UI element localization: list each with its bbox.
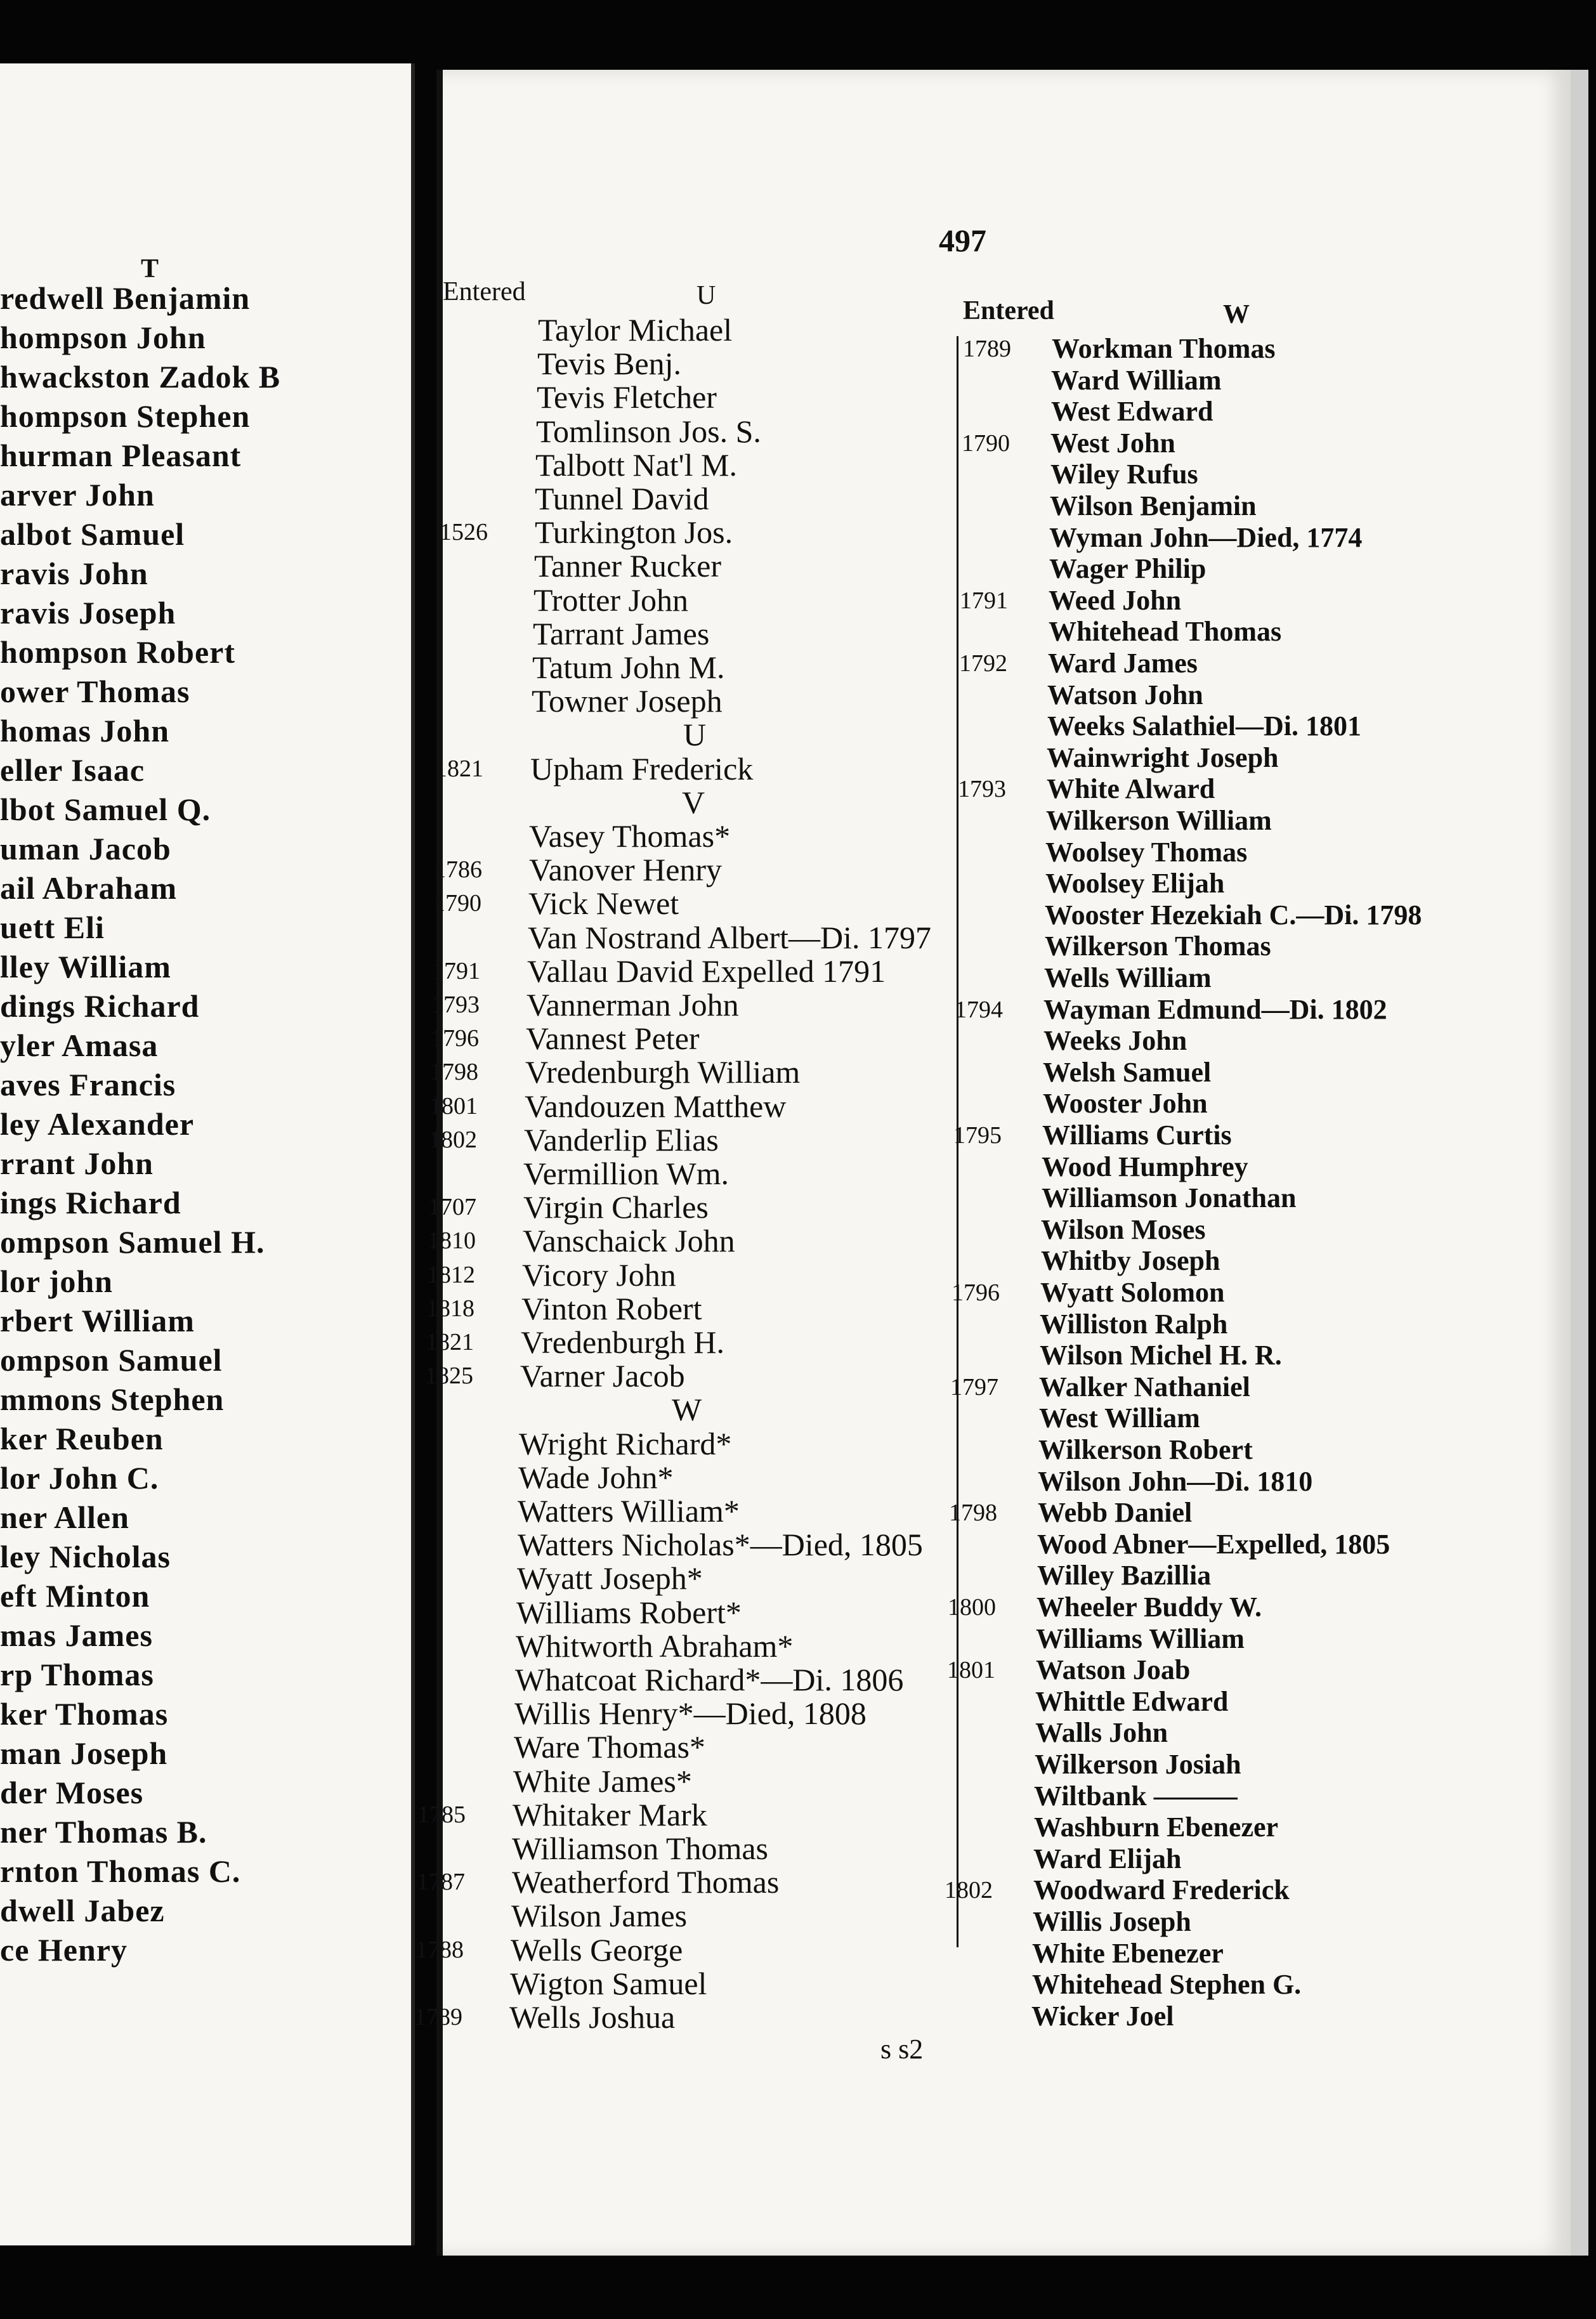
signature-mark: s s2: [880, 2034, 924, 2065]
entry-year: 1788: [415, 1936, 464, 1963]
entry-name: Wood Humphrey: [1042, 1151, 1248, 1182]
left-page-entry: lley William: [0, 949, 171, 984]
left-page-entry: mas James: [0, 1617, 153, 1653]
entry-name: Webb Daniel: [1038, 1497, 1193, 1529]
left-page-entry: hwackston Zadok B: [0, 359, 281, 395]
entry-year: 1792: [959, 650, 1007, 677]
entry-name: White James*: [513, 1763, 692, 1799]
entry-name: Wilkerson Thomas: [1045, 931, 1271, 962]
entry-name: Wilson Benjamin: [1050, 490, 1257, 521]
left-page-entry: eft Minton: [0, 1578, 150, 1614]
left-page-entry: ompson Samuel: [0, 1342, 223, 1378]
entry-name: Vanderlip Elias: [524, 1121, 719, 1158]
entry-name: West Edward: [1051, 396, 1213, 428]
entry-name: Vanschaick John: [523, 1223, 735, 1259]
entry-name: Van Nostrand Albert—Di. 1797: [528, 919, 932, 955]
entry-name: Taylor Michael: [538, 312, 733, 348]
left-page-entry: ravis Joseph: [0, 595, 176, 630]
entry-name: Trotter John: [533, 582, 689, 618]
entry-year: 1800: [948, 1594, 996, 1621]
left-page-entry: ker Thomas: [0, 1696, 169, 1732]
entry-name: Wyatt Solomon: [1040, 1277, 1225, 1308]
entry-name: Woodward Frederick: [1033, 1874, 1290, 1906]
left-page-entry: ley Nicholas: [0, 1539, 171, 1574]
left-page-entry: homas John: [0, 713, 170, 748]
left-page-entry: ley Alexander: [0, 1106, 195, 1142]
entry-name: Walls John: [1035, 1717, 1168, 1749]
left-page-entry: dwell Jabez: [0, 1893, 165, 1928]
entry-name: West John: [1050, 427, 1175, 459]
entry-name: Vicory John: [522, 1257, 676, 1293]
right-page: [414, 70, 1588, 2256]
entry-name: Williams Robert*: [516, 1594, 742, 1630]
entry-name: Watson John: [1047, 679, 1203, 710]
left-page-entry: mmons Stephen: [0, 1382, 225, 1417]
entry-name: Wiltbank ———: [1034, 1780, 1238, 1812]
entry-name: Workman Thomas: [1052, 333, 1276, 364]
section-heading: U: [683, 717, 707, 753]
entry-name: Vinton Robert: [521, 1290, 702, 1326]
left-page-entry: dings Richard: [0, 988, 200, 1024]
entry-name: Watson Joab: [1036, 1654, 1191, 1686]
left-section-letter: T: [141, 254, 159, 284]
left-page-entry: rrant John: [0, 1146, 154, 1181]
entry-name: Vredenburgh William: [525, 1054, 801, 1090]
entry-name: Wells William: [1044, 962, 1212, 993]
entry-name: Vallau David Expelled 1791: [527, 953, 886, 989]
entry-name: Tatum John M.: [532, 650, 725, 685]
entry-name: Wiley Rufus: [1050, 459, 1198, 490]
entry-name: Tunnel David: [535, 481, 709, 516]
entry-name: West William: [1039, 1402, 1200, 1434]
entry-name: Vermillion Wm.: [523, 1156, 729, 1191]
left-page-entry: arver John: [0, 477, 155, 513]
entry-name: Wooster John: [1043, 1088, 1208, 1120]
entry-name: Whittle Edward: [1035, 1685, 1229, 1717]
entry-name: Ware Thomas*: [514, 1729, 705, 1765]
entry-year: 1790: [433, 890, 481, 917]
entry-name: Vanover Henry: [529, 852, 723, 888]
entry-year: 1785: [417, 1801, 466, 1828]
entry-year: 1796: [431, 1025, 479, 1052]
entry-name: Wilson John—Di. 1810: [1038, 1465, 1313, 1497]
entry-name: Woolsey Thomas: [1045, 836, 1248, 868]
entry-name: Willey Bazillia: [1037, 1560, 1212, 1591]
left-page-entry: der Moses: [0, 1775, 144, 1810]
entry-name: Wilkerson Josiah: [1035, 1749, 1241, 1780]
left-page-entry: lbot Samuel Q.: [0, 792, 211, 827]
entry-name: Williamson Thomas: [512, 1831, 768, 1866]
left-column-letter-header: U: [697, 281, 716, 310]
left-page-entry: ings Richard: [0, 1185, 181, 1220]
left-page-entry: albot Samuel: [0, 516, 185, 552]
section-heading: W: [672, 1392, 702, 1428]
entry-name: Tarrant James: [533, 615, 710, 651]
entry-name: Varner Jacob: [520, 1358, 685, 1394]
entry-name: Weeks Salathiel—Di. 1801: [1047, 710, 1362, 742]
entry-year: 1791: [432, 957, 480, 984]
entry-name: Turkington Jos.: [535, 514, 733, 551]
entry-name: Wilson Moses: [1041, 1213, 1206, 1245]
entry-name: Wager Philip: [1049, 553, 1207, 585]
entry-name: Wilkerson Robert: [1038, 1434, 1253, 1465]
left-page-entry: uman Jacob: [0, 831, 171, 866]
entry-name: Vasey Thomas*: [529, 818, 731, 854]
left-page-entry: rnton Thomas C.: [0, 1853, 241, 1889]
left-page-entry: ker Reuben: [0, 1421, 164, 1456]
entry-year: 1791: [960, 587, 1008, 614]
entry-name: Ward James: [1048, 648, 1198, 679]
entry-name: Williams William: [1036, 1623, 1245, 1654]
left-page-entry: ce Henry: [0, 1932, 128, 1968]
entry-year: 1707: [428, 1194, 476, 1221]
entry-name: Williston Ralph: [1040, 1308, 1228, 1340]
entry-year: 1793: [431, 991, 480, 1018]
entry-name: Ward Elijah: [1033, 1843, 1182, 1874]
entry-name: Wilson Michel H. R.: [1040, 1340, 1282, 1371]
entry-name: Vannest Peter: [526, 1021, 700, 1057]
left-page-entry: ail Abraham: [0, 870, 178, 906]
entry-name: Welsh Samuel: [1043, 1056, 1212, 1088]
entry-name: Washburn Ebenezer: [1034, 1812, 1279, 1843]
entry-name: Tevis Fletcher: [537, 379, 717, 415]
entry-name: Wooster Hezekiah C.—Di. 1798: [1045, 899, 1422, 931]
entry-name: Wright Richard*: [519, 1425, 732, 1461]
left-page-entry: ompson Samuel H.: [0, 1224, 265, 1260]
right-column-letter-header: W: [1223, 300, 1250, 329]
entry-year: 1821: [426, 1329, 474, 1355]
entry-name: Towner Joseph: [532, 683, 723, 719]
entry-name: Wells Joshua: [509, 1999, 676, 2035]
entry-name: Wade John*: [518, 1459, 674, 1495]
section-heading: V: [682, 784, 705, 820]
entry-year: 1797: [950, 1373, 998, 1401]
entry-name: Tanner Rucker: [534, 548, 721, 584]
left-page-entry: lor john: [0, 1264, 113, 1299]
entry-year: 1818: [426, 1295, 474, 1322]
left-page-entry: rbert William: [0, 1303, 195, 1338]
entry-name: Wells George: [511, 1931, 683, 1968]
entry-name: Wicker Joel: [1031, 2000, 1174, 2032]
entry-name: Whitehead Thomas: [1049, 616, 1282, 648]
entry-year: 1801: [947, 1657, 995, 1684]
left-page-entry: man Joseph: [0, 1735, 168, 1771]
entry-name: Whitworth Abraham*: [516, 1628, 794, 1664]
left-page-entry: uett Eli: [0, 910, 105, 945]
right-column-entered-header: Entered: [963, 296, 1054, 325]
entry-year: 1812: [427, 1261, 475, 1288]
entry-name: White Alward: [1047, 773, 1215, 805]
entry-year: 1821: [435, 755, 483, 782]
entry-name: Wilson James: [511, 1898, 688, 1934]
entry-name: Whatcoat Richard*—Di. 1806: [515, 1662, 904, 1697]
entry-name: Watters William*: [518, 1493, 740, 1529]
entry-name: Vannerman John: [527, 987, 739, 1022]
entry-name: Wyatt Joseph*: [517, 1560, 703, 1597]
entry-year: 1825: [425, 1362, 473, 1390]
entry-name: Williamson Jonathan: [1042, 1182, 1297, 1214]
entry-name: Weeks John: [1043, 1025, 1187, 1057]
left-page-entry: rp Thomas: [0, 1657, 154, 1692]
left-page-entry: hompson Stephen: [0, 398, 251, 434]
entry-year: 1796: [952, 1279, 1000, 1306]
entry-year: 1801: [429, 1092, 478, 1120]
entry-name: Tevis Benj.: [537, 346, 682, 382]
left-page-entry: lor John C.: [0, 1460, 159, 1496]
entry-name: Whitehead Stephen G.: [1032, 1969, 1302, 2001]
entry-year: 1802: [945, 1877, 993, 1904]
entry-name: Ward William: [1051, 364, 1222, 396]
entry-name: Wyman John—Died, 1774: [1049, 521, 1363, 553]
entry-year: 1810: [428, 1227, 476, 1255]
entry-name: Vick Newet: [528, 885, 679, 922]
entry-name: Williams Curtis: [1042, 1120, 1232, 1151]
entry-year: 1786: [434, 856, 482, 884]
entry-year: 1795: [953, 1122, 1002, 1149]
entry-name: Woolsey Elijah: [1045, 868, 1225, 899]
entry-year: 1798: [430, 1059, 478, 1086]
left-page-entry: hompson John: [0, 320, 206, 355]
entry-year: 1789: [414, 2004, 462, 2030]
left-page-entry: yler Amasa: [0, 1028, 159, 1063]
entry-name: Wainwright Joseph: [1047, 741, 1279, 773]
entry-name: Wigton Samuel: [510, 1965, 707, 2001]
entry-name: Vredenburgh H.: [521, 1324, 724, 1360]
entry-name: Willis Henry*—Died, 1808: [514, 1695, 867, 1732]
left-page: [0, 63, 415, 2245]
left-page-entry: ner Thomas B.: [0, 1814, 207, 1850]
left-page-entry: hurman Pleasant: [0, 438, 242, 473]
left-page-entry: eller Isaac: [0, 752, 145, 788]
entry-name: Walker Nathaniel: [1039, 1371, 1250, 1402]
entry-name: Watters Nicholas*—Died, 1805: [518, 1527, 923, 1563]
entry-year: 1526: [440, 519, 488, 546]
entry-name: Wheeler Buddy W.: [1037, 1591, 1262, 1623]
entry-name: Whitaker Mark: [513, 1796, 707, 1832]
left-page-entry: aves Francis: [0, 1067, 176, 1102]
page-number: 497: [939, 223, 986, 258]
entry-name: Wood Abner—Expelled, 1805: [1037, 1528, 1390, 1560]
left-page-entry: hompson Robert: [0, 634, 235, 670]
entry-year: 1793: [958, 776, 1006, 803]
left-page-entry: redwell Benjamin: [0, 280, 251, 316]
entry-name: Tomlinson Jos. S.: [536, 413, 761, 449]
entry-name: Weatherford Thomas: [512, 1864, 780, 1900]
entry-year: 1789: [963, 336, 1011, 362]
left-page-entry: ower Thomas: [0, 674, 190, 709]
entry-year: 1787: [417, 1869, 465, 1896]
entry-name: Wayman Edmund—Di. 1802: [1043, 993, 1387, 1025]
left-page-entry: ner Allen: [0, 1499, 129, 1535]
left-column-entered-header: Entered: [443, 277, 526, 306]
entry-name: Whitby Joseph: [1041, 1245, 1220, 1277]
entry-name: Talbott Nat'l M.: [535, 447, 737, 483]
entry-year: 1798: [949, 1499, 997, 1527]
entry-year: 1790: [962, 429, 1010, 457]
entry-name: Willis Joseph: [1033, 1906, 1191, 1937]
entry-year: 1794: [955, 996, 1003, 1023]
entry-year: 1802: [429, 1126, 477, 1153]
entry-name: Vandouzen Matthew: [525, 1088, 787, 1124]
entry-name: Weed John: [1049, 584, 1182, 616]
entry-name: White Ebenezer: [1032, 1937, 1224, 1969]
entry-name: Wilkerson William: [1046, 805, 1272, 836]
entry-name: Upham Frederick: [530, 750, 754, 787]
entry-name: Virgin Charles: [523, 1189, 709, 1225]
left-page-entry: ravis John: [0, 556, 148, 591]
